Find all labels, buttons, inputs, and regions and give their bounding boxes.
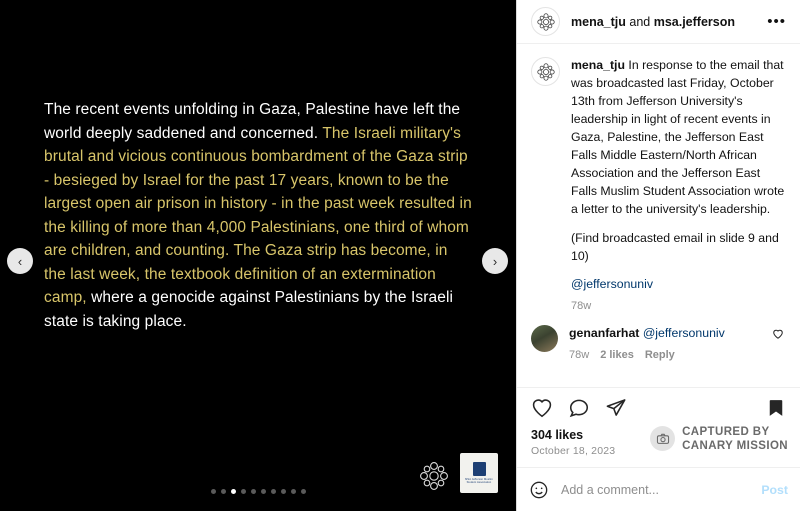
comment-mention[interactable]: @jeffersonuniv bbox=[642, 326, 725, 341]
slide-text-content bbox=[44, 98, 472, 333]
msa-logo-caption: MSA Jefferson Muslim Student Association bbox=[465, 477, 493, 484]
bookmark-icon[interactable] bbox=[766, 398, 786, 418]
comment-meta bbox=[569, 349, 764, 361]
carousel-dot[interactable] bbox=[251, 489, 256, 494]
caption-paragraph-1-text: In response to the email that was broadcasted last Friday, October 13th from Jefferson University's leadership in light of recent events in Gaza, Palestine, the Jefferson East Falls Middle Eastern/North African Association and the Jefferson East Falls Muslim Student Association wrote a letter to the university's leadership. bbox=[571, 58, 785, 216]
carousel-dot[interactable] bbox=[301, 489, 306, 494]
chevron-left-icon: ‹ bbox=[17, 253, 23, 269]
chevron-right-icon: › bbox=[492, 253, 498, 269]
msa-jefferson-logo bbox=[460, 453, 498, 493]
post-caption bbox=[531, 57, 786, 312]
avatar-mena-tju[interactable] bbox=[531, 7, 560, 36]
carousel-dot[interactable] bbox=[281, 489, 286, 494]
watermark-text bbox=[682, 425, 788, 453]
slide-text-segment-3: The Gaza strip has become, in the last week, the textbook definition of an extermination camp, bbox=[44, 242, 448, 307]
carousel-dot[interactable] bbox=[261, 489, 266, 494]
emoji-icon[interactable] bbox=[529, 480, 549, 500]
slide-text-segment-4: where a genocide against Palestinians by the Israeli state is taking place. bbox=[44, 289, 454, 330]
comment-like-icon[interactable] bbox=[772, 325, 786, 361]
post-account-names bbox=[571, 15, 765, 29]
post-actions bbox=[517, 387, 800, 419]
likes-count[interactable]: 304 likes bbox=[531, 428, 584, 442]
slide-logos bbox=[417, 453, 498, 493]
msa-shield-icon bbox=[473, 462, 486, 476]
slide-text-segment-1: The recent events unfolding in Gaza, Palestine have left the world deeply saddened and concerned. bbox=[44, 101, 461, 142]
add-comment-bar bbox=[517, 467, 800, 511]
like-icon[interactable] bbox=[531, 397, 553, 419]
comment-item bbox=[531, 325, 786, 361]
post-date: October 18, 2023 bbox=[531, 445, 616, 457]
action-row bbox=[531, 397, 786, 419]
watermark-line-2: CANARY MISSION bbox=[682, 439, 788, 452]
watermark-line-1: CAPTURED BY bbox=[682, 425, 770, 438]
comment-timestamp: 78w bbox=[569, 349, 590, 362]
carousel-next-button[interactable] bbox=[482, 248, 508, 274]
caption-mention[interactable]: @jeffersonuniv bbox=[571, 277, 653, 292]
camera-icon bbox=[650, 426, 675, 451]
avatar-genanfarhat[interactable] bbox=[531, 325, 558, 352]
comment-reply-button[interactable]: Reply bbox=[644, 349, 675, 362]
carousel-prev-button[interactable] bbox=[7, 248, 33, 274]
comment-text bbox=[569, 325, 764, 343]
share-icon[interactable] bbox=[605, 397, 627, 419]
account-secondary-link[interactable]: msa.jefferson bbox=[653, 14, 735, 29]
post-comment-button[interactable]: Post bbox=[761, 482, 788, 497]
slide-text-segment-2: The Israeli military's brutal and vicious continuous bombardment of the Gaza strip - besieged by Israel for the past 17 years, known to be the largest open air prison in history - in the past week resulted in the killing of more than 4,000 Palestinians, one third of whom are children, and counting. bbox=[44, 124, 472, 260]
post-header bbox=[517, 0, 800, 44]
add-comment-input[interactable] bbox=[559, 482, 751, 498]
comment-likes-count[interactable]: 2 likes bbox=[600, 349, 634, 362]
mena-logo-icon bbox=[417, 459, 451, 493]
carousel-dot[interactable] bbox=[291, 489, 296, 494]
comment-username[interactable]: genanfarhat bbox=[569, 326, 640, 341]
caption-username[interactable]: mena_tju bbox=[571, 58, 625, 72]
carousel-dot[interactable] bbox=[271, 489, 276, 494]
comments-list bbox=[517, 44, 800, 387]
caption-body bbox=[571, 57, 786, 312]
caption-paragraph-2: (Find broadcasted email in slide 9 and 10) bbox=[571, 230, 779, 263]
post-info-panel bbox=[516, 0, 800, 511]
carousel-dot-active[interactable] bbox=[231, 489, 236, 494]
more-options-icon[interactable]: ••• bbox=[767, 13, 786, 30]
caption-text bbox=[571, 57, 786, 294]
caption-meta bbox=[571, 300, 786, 312]
comment-icon[interactable] bbox=[568, 397, 590, 419]
comment-body bbox=[569, 325, 764, 361]
carousel-dot[interactable] bbox=[211, 489, 216, 494]
avatar-caption-author[interactable] bbox=[531, 57, 560, 86]
account-primary-link[interactable]: mena_tju bbox=[571, 14, 626, 29]
carousel-dot[interactable] bbox=[241, 489, 246, 494]
account-conjunction: and bbox=[625, 14, 654, 29]
carousel-dot[interactable] bbox=[221, 489, 226, 494]
canary-mission-watermark bbox=[650, 425, 788, 453]
caption-timestamp: 78w bbox=[571, 300, 592, 313]
caption-paragraph-1 bbox=[571, 57, 786, 219]
